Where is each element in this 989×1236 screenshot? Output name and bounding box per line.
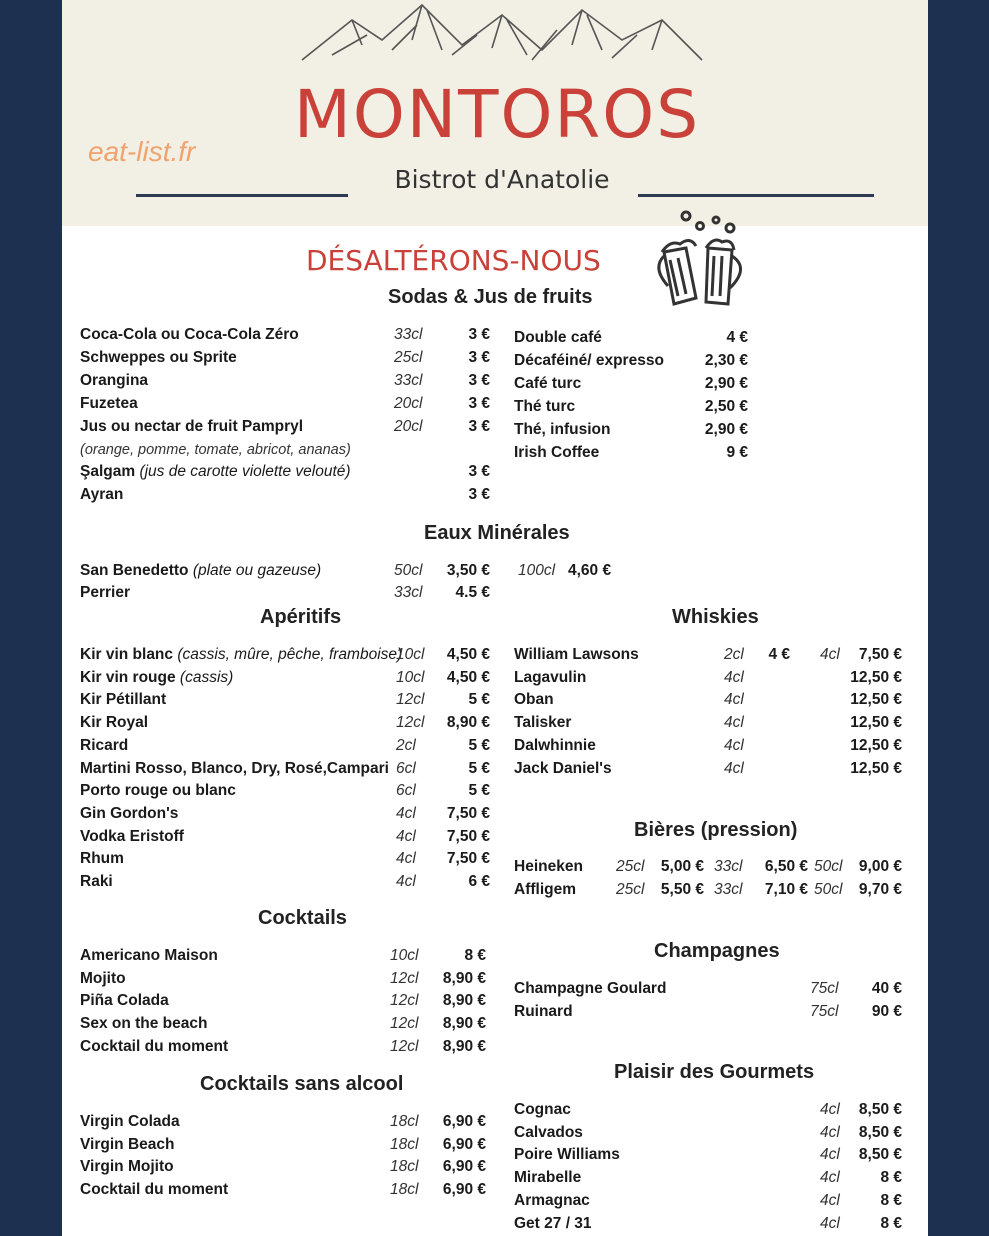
item-price: 3 € — [468, 418, 490, 435]
item-detail: (plate ou gazeuse) — [192, 562, 322, 579]
list-item — [80, 945, 488, 967]
item-name: Jack Daniel's — [514, 759, 612, 777]
item-name — [80, 560, 321, 582]
item-price: 8,90 € — [442, 969, 486, 987]
list-item — [80, 780, 490, 802]
item-price: 8,90 € — [442, 1037, 486, 1055]
item-name: Ayran — [80, 486, 124, 503]
item-price: 3,50 € — [446, 562, 490, 579]
item-price: 2,30 € — [704, 352, 748, 369]
item-price-25: 5,00 € — [660, 858, 704, 875]
list-item — [80, 324, 490, 346]
list-item — [514, 1190, 902, 1212]
item-volume: 4cl — [820, 1101, 840, 1118]
item-volume: 12cl — [390, 969, 419, 987]
item-volume: 4cl — [724, 668, 744, 686]
item-price: 4 € — [768, 646, 790, 663]
item-price-2: 12,50 € — [850, 668, 902, 686]
item-volume: 4cl — [820, 1214, 840, 1232]
item-price-33: 6,50 € — [764, 858, 808, 875]
list-item — [80, 416, 490, 438]
list-item — [514, 1213, 902, 1235]
item-volume: 4cl — [724, 736, 744, 754]
item-price: 7,50 € — [446, 850, 490, 868]
aperitifs-title: Apéritifs — [260, 606, 342, 628]
item-price-2: 12,50 € — [850, 736, 902, 754]
item-volume-33: 33cl — [714, 881, 743, 898]
list-item — [514, 644, 902, 666]
item-price: 9 € — [726, 444, 748, 461]
item-name: Rhum — [80, 850, 124, 868]
item-name: Café turc — [514, 375, 582, 392]
item-detail: (cassis, mûre, pêche, framboise) — [177, 646, 403, 663]
item-detail: (cassis) — [179, 668, 234, 686]
item-detail: (jus de carotte violette velouté) — [139, 463, 351, 480]
item-name: Irish Coffee — [514, 444, 600, 461]
item-name: Thé, infusion — [514, 421, 611, 438]
item-price: 3 € — [468, 486, 490, 503]
brand-logo: MONTOROS — [293, 76, 701, 153]
item-name: Orangina — [80, 372, 149, 389]
item-price-50: 9,70 € — [858, 881, 902, 898]
item-price-2: 7,50 € — [858, 646, 902, 663]
item-name: Mojito — [80, 969, 126, 987]
list-item — [514, 879, 902, 901]
list-item — [80, 712, 490, 734]
item-volume: 10cl — [396, 646, 425, 663]
divider-right — [638, 194, 874, 197]
item-name: Cognac — [514, 1101, 571, 1118]
list-item — [80, 735, 490, 757]
item-volume: 12cl — [390, 1037, 419, 1055]
item-price: 8 € — [880, 1169, 902, 1187]
item-name: Décaféiné/ expresso — [514, 352, 664, 369]
item-name: Get 27 / 31 — [514, 1214, 592, 1232]
item-price-2: 12,50 € — [850, 714, 902, 732]
item-price: 8,90 € — [446, 714, 490, 732]
beer-mugs-icon — [656, 208, 756, 312]
item-volume: 4cl — [820, 1169, 840, 1187]
item-volume: 4cl — [820, 1191, 840, 1209]
list-item — [514, 712, 902, 734]
item-volume-2: 100cl — [518, 562, 556, 579]
list-item — [80, 644, 490, 666]
item-price: 8,50 € — [858, 1101, 902, 1118]
item-name: Virgin Beach — [80, 1135, 175, 1153]
item-price: 4 € — [726, 329, 748, 346]
list-item — [80, 1013, 488, 1035]
item-price-2: 12,50 € — [850, 691, 902, 709]
item-name: Kir Royal — [80, 714, 149, 732]
item-name-text: Şalgam — [80, 463, 136, 480]
sodas-title: Sodas & Jus de fruits — [388, 286, 593, 308]
item-volume: 18cl — [390, 1158, 419, 1176]
item-price: 4,50 € — [446, 668, 490, 686]
item-volume: 4cl — [724, 759, 744, 777]
list-item — [514, 1122, 902, 1144]
item-volume: 4cl — [820, 1146, 840, 1164]
item-name: Heineken — [514, 858, 583, 875]
item-name: Poire Williams — [514, 1146, 620, 1164]
item-name: Schweppes ou Sprite — [80, 349, 237, 366]
item-volume: 6cl — [396, 782, 416, 800]
list-item — [514, 856, 902, 878]
list-item — [514, 1099, 902, 1121]
item-name: Cocktail du moment — [80, 1037, 229, 1055]
list-item — [80, 758, 490, 780]
item-name: Dalwhinnie — [514, 736, 596, 754]
item-name: Affligem — [514, 881, 576, 898]
item-price: 8,50 € — [858, 1146, 902, 1164]
item-volume: 50cl — [394, 562, 423, 579]
list-item — [514, 758, 902, 780]
list-item — [80, 667, 490, 689]
item-volume-50: 50cl — [814, 881, 843, 898]
list-item — [80, 484, 490, 506]
item-volume: 20cl — [394, 418, 423, 435]
list-item — [80, 347, 490, 369]
item-name: Vodka Eristoff — [80, 827, 184, 845]
list-item — [80, 689, 490, 711]
item-name: Ruinard — [514, 1002, 573, 1020]
champagnes-title: Champagnes — [654, 940, 780, 962]
item-name — [80, 461, 351, 483]
eaux-title: Eaux Minérales — [424, 522, 570, 544]
item-name: Cocktail du moment — [80, 1181, 229, 1199]
item-name: Double café — [514, 329, 602, 346]
list-item — [80, 1036, 488, 1058]
item-price: 6 € — [468, 873, 490, 890]
list-item — [80, 370, 490, 392]
item-name: Armagnac — [514, 1191, 590, 1209]
item-price: 2,90 € — [704, 421, 748, 438]
brand-subtitle: Bistrot d'Anatolie — [394, 165, 610, 194]
gourmets-title: Plaisir des Gourmets — [614, 1061, 815, 1083]
list-item — [80, 461, 490, 483]
item-price: 8 € — [880, 1214, 902, 1232]
item-volume: 33cl — [394, 584, 423, 601]
mountain-illustration — [292, 0, 712, 72]
item-volume-33: 33cl — [714, 858, 743, 875]
item-price: 6,90 € — [442, 1135, 486, 1153]
list-item — [80, 990, 488, 1012]
item-price: 6,90 € — [442, 1181, 486, 1199]
item-volume: 4cl — [396, 827, 416, 845]
list-item — [80, 1156, 486, 1178]
item-name: Oban — [514, 691, 554, 709]
item-name: Perrier — [80, 584, 130, 601]
list-item — [80, 803, 490, 825]
item-name: Raki — [80, 873, 113, 890]
list-item — [514, 350, 748, 372]
item-name — [80, 644, 402, 666]
item-volume: 10cl — [390, 947, 419, 964]
item-volume-2: 4cl — [820, 646, 840, 663]
watermark: eat-list.fr — [88, 136, 196, 167]
list-item — [514, 373, 748, 395]
list-item — [80, 848, 490, 870]
item-volume: 2cl — [724, 646, 744, 663]
section-title: DÉSALTÉRONS-NOUS — [306, 244, 601, 277]
item-name: Mirabelle — [514, 1169, 582, 1187]
item-price: 3 € — [468, 349, 490, 366]
item-name: Fuzetea — [80, 395, 138, 412]
item-volume: 75cl — [810, 1002, 839, 1020]
list-item — [514, 689, 902, 711]
item-price: 8,50 € — [858, 1123, 902, 1141]
item-name: Lagavulin — [514, 668, 587, 686]
item-name: Calvados — [514, 1123, 583, 1141]
list-item — [514, 667, 902, 689]
item-volume: 33cl — [394, 372, 423, 389]
item-volume: 20cl — [394, 395, 423, 412]
cocktails-title: Cocktails — [258, 907, 347, 929]
item-volume-50: 50cl — [814, 858, 843, 875]
item-name: Americano Maison — [80, 947, 218, 964]
item-price: 4,50 € — [446, 646, 490, 663]
item-volume: 33cl — [394, 326, 423, 343]
item-price-50: 9,00 € — [858, 858, 902, 875]
item-volume: 4cl — [820, 1123, 840, 1141]
item-volume: 12cl — [390, 1015, 419, 1033]
item-name-text: Kir vin rouge — [80, 668, 176, 686]
item-price: 5 € — [468, 736, 490, 754]
item-volume: 18cl — [390, 1135, 419, 1153]
item-price: 5 € — [468, 782, 490, 800]
item-price: 8 € — [464, 947, 486, 964]
item-volume: 10cl — [396, 668, 425, 686]
item-price-33: 7,10 € — [764, 881, 808, 898]
item-volume: 4cl — [724, 691, 744, 709]
item-price: 8,90 € — [442, 1015, 486, 1033]
list-item — [80, 582, 490, 604]
list-item — [80, 826, 490, 848]
item-price-2: 4,60 € — [568, 562, 612, 579]
item-volume: 6cl — [396, 759, 416, 777]
item-name: Gin Gordon's — [80, 804, 179, 822]
item-volume: 18cl — [390, 1113, 419, 1130]
list-item — [80, 393, 490, 415]
item-price-2: 12,50 € — [850, 759, 902, 777]
item-name: Kir Pétillant — [80, 691, 167, 709]
item-price: 2,50 € — [704, 398, 748, 415]
item-name: Ricard — [80, 736, 129, 754]
item-name: Jus ou nectar de fruit Pampryl — [80, 418, 304, 435]
item-name: Talisker — [514, 714, 572, 732]
list-item — [514, 442, 748, 464]
item-volume: 2cl — [396, 736, 416, 754]
item-price: 3 € — [468, 372, 490, 389]
item-name: Sex on the beach — [80, 1015, 208, 1033]
bieres-title: Bières (pression) — [634, 819, 798, 841]
list-item — [80, 871, 490, 893]
item-price: 3 € — [468, 326, 490, 343]
item-price: 5 € — [468, 691, 490, 709]
list-item — [514, 419, 748, 441]
list-item — [80, 968, 488, 990]
item-price: 8 € — [880, 1191, 902, 1209]
item-price: 2,90 € — [704, 375, 748, 392]
item-name-text: San Benedetto — [80, 562, 189, 579]
list-item — [514, 1001, 902, 1023]
divider-left — [136, 194, 348, 197]
item-price: 6,90 € — [442, 1158, 486, 1176]
list-item — [80, 1179, 486, 1201]
item-volume: 4cl — [396, 850, 416, 868]
item-price: 4.5 € — [455, 584, 490, 601]
list-item — [514, 735, 902, 757]
menu-page — [62, 0, 928, 1236]
whiskies-title: Whiskies — [672, 606, 759, 628]
list-item — [80, 560, 620, 582]
list-item — [514, 1167, 902, 1189]
list-item — [514, 327, 748, 349]
item-price: 8,90 € — [442, 992, 486, 1010]
item-price: 5 € — [468, 759, 490, 777]
sans-alcool-title: Cocktails sans alcool — [200, 1073, 404, 1095]
item-name: Piña Colada — [80, 992, 169, 1010]
item-volume: 4cl — [396, 873, 416, 890]
item-name: Thé turc — [514, 398, 576, 415]
list-item — [514, 1144, 902, 1166]
item-volume: 18cl — [390, 1181, 419, 1199]
item-volume: 12cl — [396, 714, 425, 732]
item-price: 6,90 € — [442, 1113, 486, 1130]
item-name-text: Kir vin blanc — [80, 646, 174, 663]
item-volume: 75cl — [810, 980, 839, 997]
item-volume-25: 25cl — [616, 858, 645, 875]
item-volume: 12cl — [390, 992, 419, 1010]
item-volume: 4cl — [396, 804, 416, 822]
list-item — [80, 1134, 486, 1156]
list-item — [80, 1111, 486, 1133]
item-name — [80, 667, 233, 689]
item-volume: 12cl — [396, 691, 425, 709]
item-volume: 25cl — [394, 349, 423, 366]
item-name: Virgin Colada — [80, 1113, 180, 1130]
list-item — [514, 978, 902, 1000]
item-name: Champagne Goulard — [514, 980, 667, 997]
item-price: 7,50 € — [446, 827, 490, 845]
item-name: Coca-Cola ou Coca-Cola Zéro — [80, 326, 299, 343]
item-price-25: 5,50 € — [660, 881, 704, 898]
item-name: Martini Rosso, Blanco, Dry, Rosé,Campari — [80, 759, 389, 777]
item-name: Porto rouge ou blanc — [80, 782, 236, 800]
item-price: 3 € — [468, 395, 490, 412]
item-price: 7,50 € — [446, 804, 490, 822]
item-name: William Lawsons — [514, 646, 639, 663]
item-name: Virgin Mojito — [80, 1158, 174, 1176]
item-price: 90 € — [871, 1002, 902, 1020]
item-price: 40 € — [871, 980, 902, 997]
menu-header — [62, 0, 928, 226]
item-volume-25: 25cl — [616, 881, 645, 898]
juice-flavors-note: (orange, pomme, tomate, abricot, ananas) — [80, 442, 351, 458]
list-item — [514, 396, 748, 418]
item-volume: 4cl — [724, 714, 744, 732]
item-price: 3 € — [468, 463, 490, 480]
